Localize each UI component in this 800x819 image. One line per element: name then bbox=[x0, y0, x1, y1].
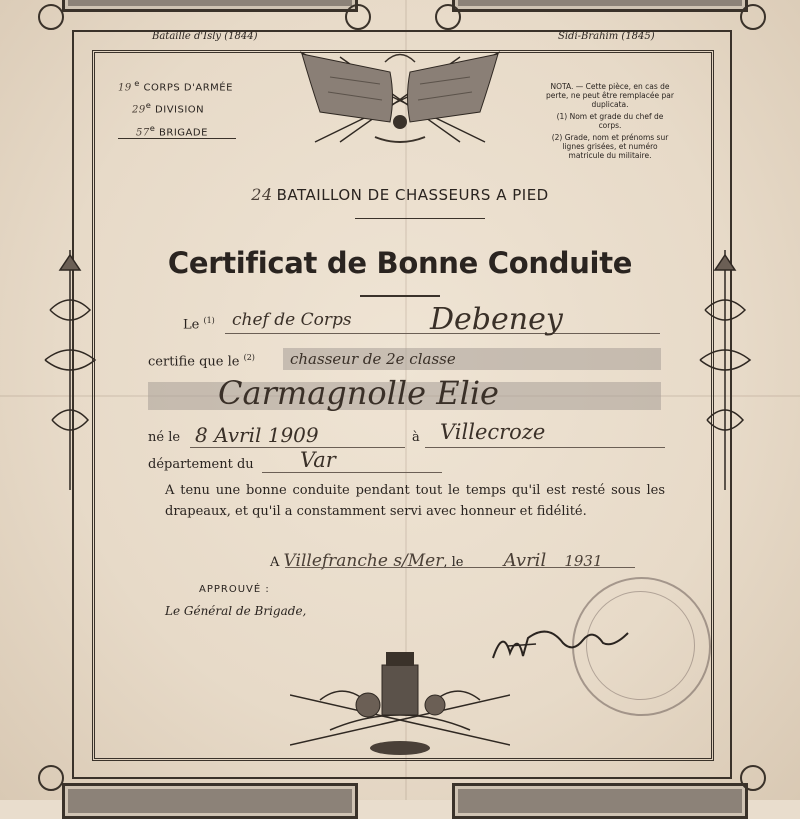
brigade-number: 57 bbox=[136, 126, 150, 138]
corps-line: 19 $^e$ CORPS D'ARMÉE bbox=[118, 78, 233, 94]
certifie-footnote-ref: (2) bbox=[243, 353, 255, 362]
bottom-trophy-icon bbox=[290, 640, 510, 760]
general-brigade-label: Le Général de Brigade, bbox=[165, 604, 307, 618]
side-trophy-left-icon bbox=[40, 250, 100, 490]
date-le-label: , le bbox=[443, 555, 464, 570]
le-footnote-ref: (1) bbox=[203, 316, 215, 325]
brigade-label: BRIGADE bbox=[159, 126, 208, 138]
battalion-label: BATAILLON DE CHASSEURS A PIED bbox=[276, 186, 549, 204]
a-label: à bbox=[412, 430, 420, 445]
soldier-grade-value: chasseur de 2e classe bbox=[290, 350, 456, 368]
nota-paragraph-2: (1) Nom et grade du chef de corps. bbox=[556, 112, 664, 130]
department-underline bbox=[262, 472, 442, 473]
birth-place-underline bbox=[425, 447, 665, 448]
division-label: DIVISION bbox=[155, 104, 205, 116]
conduct-statement: A tenu une bonne conduite pendant tout le temps qu'il est resté sous les drapeaux, et qu'il a constamment servi avec honneur et fidélité. bbox=[165, 483, 665, 519]
scroll-ornament-icon bbox=[740, 4, 766, 30]
birth-place-value: Villecroze bbox=[440, 420, 546, 444]
birth-date-value: 8 Avril 1909 bbox=[195, 423, 319, 447]
battle-caption-right: Sidi-Brahim (1845) bbox=[558, 31, 655, 42]
scroll-ornament-icon bbox=[38, 4, 64, 30]
battle-caption-left: Bataille d'Isly (1844) bbox=[152, 31, 258, 42]
certifie-label: certifie que le bbox=[148, 354, 240, 370]
certificate-title: Certificat de Bonne Conduite bbox=[167, 246, 633, 280]
scroll-ornament-icon bbox=[345, 4, 371, 30]
scroll-ornament-icon bbox=[435, 4, 461, 30]
scroll-ornament-icon bbox=[38, 765, 64, 791]
battalion-heading bbox=[0, 185, 800, 204]
division-line: 29e DIVISION bbox=[132, 100, 205, 116]
issue-year-value: 1931 bbox=[564, 552, 603, 570]
corps-number: 19 bbox=[118, 82, 132, 94]
date-a-label: A bbox=[270, 555, 280, 570]
approuve-label: APPROUVÉ : bbox=[199, 584, 270, 595]
crossed-flags-icon bbox=[280, 42, 520, 157]
commander-signature bbox=[488, 618, 638, 668]
scroll-ornament-icon bbox=[740, 765, 766, 791]
corps-label: CORPS D'ARMÉE bbox=[143, 82, 233, 94]
title-flourish bbox=[360, 295, 440, 297]
brigade-line: 57e BRIGADE bbox=[118, 123, 236, 139]
certifie-row bbox=[148, 353, 255, 369]
divider-line bbox=[355, 218, 485, 219]
issue-place-value: Villefranche s/Mer bbox=[283, 551, 444, 571]
soldier-name-value: Carmagnolle Elie bbox=[218, 374, 499, 412]
battle-vignette-top-right bbox=[452, 0, 748, 12]
date-underline bbox=[285, 567, 635, 568]
nota-note bbox=[545, 82, 675, 163]
battle-vignette-top-left bbox=[62, 0, 358, 12]
le-label: Le bbox=[183, 317, 200, 333]
chef-label-row bbox=[183, 316, 215, 332]
chef-grade-value: chef de Corps bbox=[232, 310, 352, 330]
ne-label: né le bbox=[148, 430, 181, 445]
battle-vignette-bottom-left bbox=[62, 783, 358, 819]
nota-paragraph-1: NOTA. — Cette pièce, en cas de perte, ne peut être remplacée par duplicata. bbox=[546, 82, 674, 109]
department-label: département du bbox=[148, 457, 254, 472]
department-value: Var bbox=[300, 448, 336, 472]
battle-vignette-bottom-right bbox=[452, 783, 748, 819]
unit-block bbox=[118, 78, 258, 146]
nota-paragraph-3: (2) Grade, nom et prénoms sur lignes grisées, et numéro matricule du militaire. bbox=[551, 133, 669, 160]
birth-date-underline bbox=[190, 447, 405, 448]
battalion-number: 24 bbox=[251, 185, 273, 204]
issue-month-value: Avril bbox=[503, 550, 547, 571]
chef-name-value: Debeney bbox=[430, 302, 563, 337]
side-trophy-right-icon bbox=[695, 250, 755, 490]
division-number: 29 bbox=[132, 104, 146, 116]
